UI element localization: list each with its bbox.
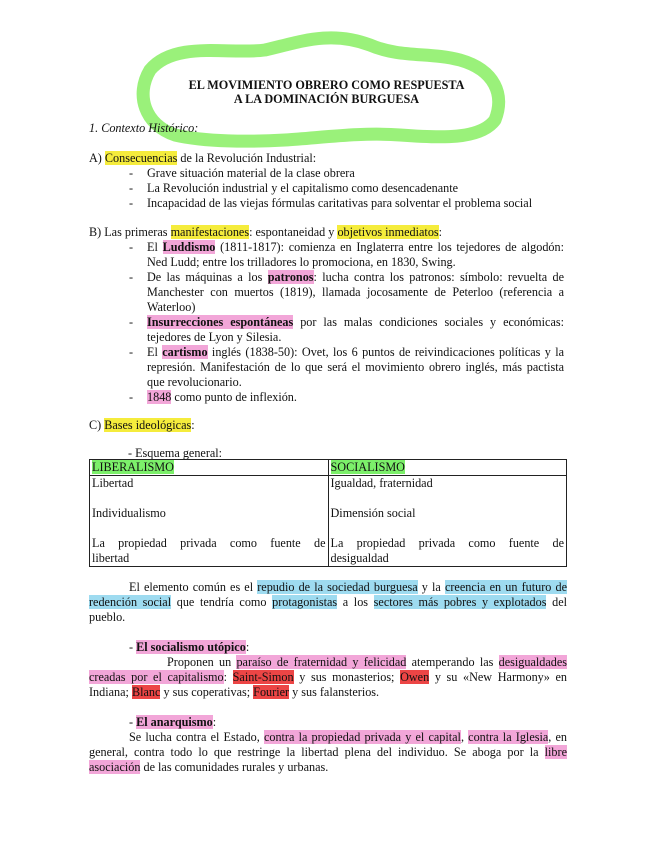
document-page: EL MOVIMIENTO OBRERO COMO RESPUESTA A LA DOMINACIÓN BURGUESA 1. Contexto Histórico: A) Consecuencias de la Revolución Industrial: - Grave situación material de la clase obrera - La Revolución industrial y el capitalismo como desencadenante - Incapacidad de las viejas fórmulas caritativas para solventar el problema social B) Las primeras manifestaciones: espontaneidad y objetivos inmediatos: - El Luddismo (1811-1817): comienza en Inglaterra entre los tejedores de algodón: Ned Ludd; entre los trilladores lo promociona, en 1830, Swing. - De las máquinas a los patronos: lucha contra los patronos: símbolo: revuelta de Manchester con muertos (1819), llamada jocosamente de Peterloo (referencia a Waterloo) - Insurrecciones espontáneas por las malas condiciones sociales y económicas: tejedores de Lyon y Silesia. - El cartismo inglés (1838-50): Ovet, los 6 puntos de reivindicaciones políticas y la represión. Manifestación de lo que será el movimiento obrero inglés, más pactista que revolucionario. - 1848 como punto de inflexión. C) Bases ideológicas: - Esquema general: LIBERALISMO SOCIALISMO Libertad Individualismo La propiedad privada como fuente de libertad Igualdad, fraternidad Dimensión social La propiedad privada como fuente de desigualdad El elemento común es el repudio de la sociedad burguesa y la creencia en un futuro de redención social que tendría como protagonistas a los sectores más pobres y explotados del pueblo. - El socialismo utópico: Proponen un paraíso de fraternidad y felicidad atemperando las desigualdades creadas por el capitalismo: Saint-Simon y sus monasterios; Owen y su «New Harmony» en Indiana; Blanc y sus coperativas; Fourier y sus falansterios. - El anarquismo: Se lucha contra el Estado, contra la propiedad privada y el capital, contra la Iglesia, en general, contra todo lo que restringe la libertad plena del individuo. Se aboga por la libre asociación de las comunidades rurales y urbanas. (0, 0, 655, 848)
text: y su «New Harmony» en Indiana; (89, 670, 567, 699)
highlight-sectores: sectores más pobres y explotados (373, 595, 547, 609)
cell-text: Dimensión social (330, 506, 416, 520)
highlight-insurrecciones: Insurrecciones espontáneas (147, 315, 294, 329)
text: C) (89, 418, 105, 432)
highlight-propiedad: contra la propiedad privada y el capital (263, 730, 461, 744)
text: como punto de inflexión. (171, 390, 297, 404)
text: El (147, 240, 163, 254)
page-title (140, 78, 513, 106)
table-cell (328, 476, 567, 567)
text: , (460, 730, 469, 744)
highlight-blanc: Blanc (131, 685, 161, 699)
highlight-owen: Owen (400, 670, 430, 684)
list-item (147, 240, 564, 270)
text: a los (337, 595, 374, 609)
text: y sus monasterios; (293, 670, 401, 684)
text: De las máquinas a los (147, 270, 268, 284)
highlight-saint-simon: Saint-Simon (232, 670, 294, 684)
section-b-heading (89, 225, 442, 240)
utopico-paragraph (89, 655, 567, 700)
section-c-heading (89, 418, 195, 433)
text: de las comunidades rurales y urbanas. (140, 760, 329, 774)
table-header-cell (328, 460, 567, 476)
text: inglés (1838-50): Ovet, los 6 puntos de reivindicaciones políticas y la represión. Manifestación de lo que será el movimiento obrero inglés, más pactista que revolucionario. (147, 345, 564, 389)
text: (1811-1817): comienza en Inglaterra entre los tejedores de algodón: Ned Ludd; entre los trilladores lo promociona, en 1830, Swing. (147, 240, 564, 269)
table-row (90, 476, 567, 567)
text: por las malas condiciones sociales y económicas: tejedores de Lyon y Silesia. (147, 315, 564, 344)
text: : (191, 418, 195, 432)
paragraph-common-element (89, 580, 567, 625)
list-item (147, 345, 564, 390)
highlight-creencia: creencia en un futuro de redención social (89, 580, 567, 609)
text: del pueblo. (89, 595, 567, 624)
section-b-end: : (438, 225, 443, 239)
highlight-1848: 1848 (147, 390, 172, 404)
anarquismo-heading (129, 715, 216, 730)
section-a-rest: de la Revolución Industrial: (177, 151, 317, 165)
highlight-patronos: patronos (267, 270, 314, 284)
section-a-heading (89, 151, 316, 166)
highlight-cartismo: cartismo (162, 345, 208, 359)
highlight-socialismo-utopico: El socialismo utópico (136, 640, 246, 654)
text: atemperando las (406, 655, 499, 669)
list-item (147, 270, 564, 315)
cell-text: libertad (92, 551, 130, 565)
list-item: La Revolución industrial y el capitalismo como desencadenante (147, 181, 459, 195)
text: : (223, 670, 233, 684)
list-item (147, 315, 564, 345)
text: : (245, 640, 250, 654)
title-line-2: A LA DOMINACIÓN BURGUESA (233, 92, 420, 106)
cell-text: La propiedad privada como fuente de (92, 536, 326, 550)
cell-text: La propiedad privada como fuente de (330, 536, 564, 550)
table-row (90, 460, 567, 476)
cell-text: Individualismo (92, 506, 166, 520)
table-cell (90, 476, 329, 567)
text: y sus falansterios. (289, 685, 380, 699)
cell-text: Libertad (92, 476, 134, 490)
section-heading: 1. Contexto Histórico: (89, 121, 199, 135)
text: y sus coperativas; (160, 685, 254, 699)
comparison-table (89, 459, 567, 567)
text: que tendría como (171, 595, 273, 609)
highlight-bases: Bases ideológicas (104, 418, 192, 432)
header-socialismo: SOCIALISMO (330, 460, 405, 474)
table-header-cell (90, 460, 329, 476)
header-liberalismo: LIBERALISMO (92, 460, 174, 474)
highlight-luddismo: Luddismo (162, 240, 216, 254)
text: El (147, 345, 163, 359)
highlight-iglesia: contra la Iglesia (468, 730, 549, 744)
highlight-libre-asociacion: libre asociación (89, 745, 567, 774)
highlight-protagonistas: protagonistas (272, 595, 338, 609)
esquema-label: - Esquema general: (128, 446, 223, 460)
text: y la (417, 580, 445, 594)
highlight-objetivos: objetivos inmediatos (337, 225, 439, 239)
highlight-consecuencias: Consecuencias (104, 151, 178, 165)
cell-text: desigualdad (330, 551, 389, 565)
highlight-manifestaciones: manifestaciones (170, 225, 250, 239)
section-b-prefix: B) Las primeras (89, 225, 171, 239)
list-item: Grave situación material de la clase obrera (147, 166, 355, 180)
highlight-desigualdades: desigualdades creadas por el capitalismo (89, 655, 568, 684)
text: Se lucha contra el Estado, (129, 730, 264, 744)
text: - (129, 715, 137, 729)
text: - (129, 640, 137, 654)
highlight-fourier: Fourier (253, 685, 290, 699)
text: : lucha contra los patronos: símbolo: revuelta de Manchester con muertos (1819), llamada jocosamente de Peterloo (referencia a Waterloo) (147, 270, 564, 314)
title-line-1: EL MOVIMIENTO OBRERO COMO RESPUESTA (188, 78, 465, 92)
text: : (212, 715, 217, 729)
highlight-anarquismo: El anarquismo (136, 715, 213, 729)
cell-text: Igualdad, fraternidad (330, 476, 433, 490)
text: Proponen un (167, 655, 237, 669)
highlight-repudio: repudio de la sociedad burguesa (257, 580, 418, 594)
list-item (147, 390, 297, 405)
list-item: Incapacidad de las viejas fórmulas caritativas para solventar el problema social (147, 196, 533, 210)
anarquismo-paragraph (89, 730, 567, 775)
utopico-heading (129, 640, 249, 655)
text: El elemento común es el (129, 580, 258, 594)
section-b-mid: : espontaneidad y (249, 225, 338, 239)
text: , en general, contra todo lo que restringe la libertad plena del individuo. Se aboga por la (89, 730, 567, 759)
highlight-paraiso: paraíso de fraternidad y felicidad (236, 655, 407, 669)
section-a-prefix: A) (89, 151, 105, 165)
